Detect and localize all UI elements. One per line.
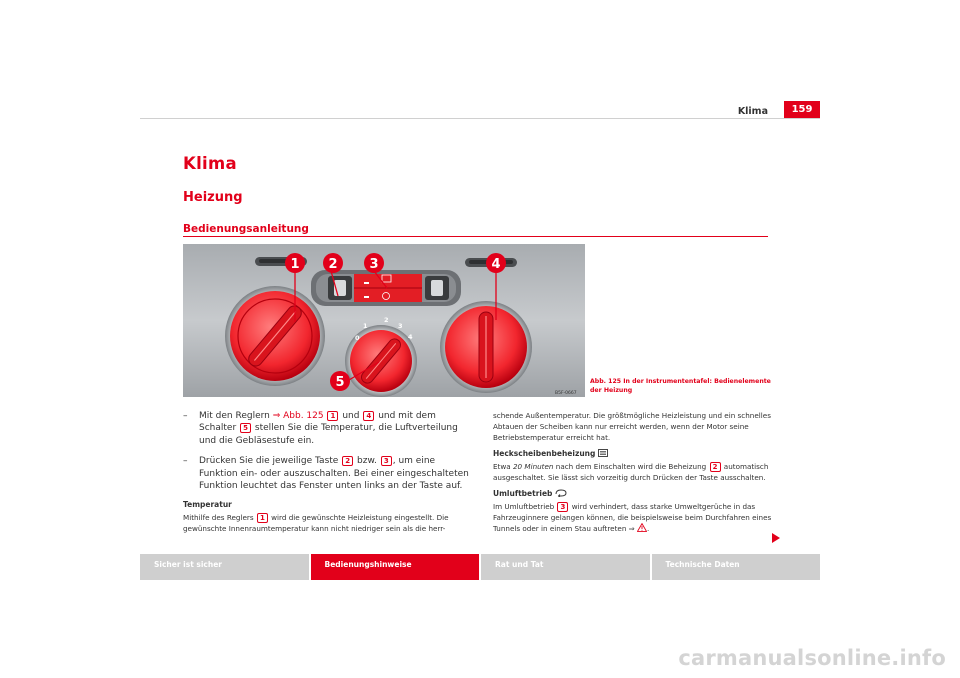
callout-2: 2	[328, 257, 338, 272]
callout-badge: 2	[710, 462, 721, 472]
callout-5: 5	[335, 375, 345, 390]
dash-bullet: –	[183, 411, 188, 421]
temperature-heading: Temperatur	[183, 500, 232, 510]
callout-1: 1	[290, 257, 300, 272]
figure-link[interactable]: ⇒ Abb. 125	[272, 411, 324, 421]
callout-badge: 4	[363, 411, 374, 421]
footer-tab-bar	[140, 554, 820, 580]
heater-panel-illustration	[183, 244, 585, 397]
rear-heating-heading: Heckscheibenbeheizung	[493, 449, 773, 458]
callout-badge: 3	[557, 502, 568, 512]
page-number-badge: 159	[784, 101, 820, 118]
figure-caption: Abb. 125 In der Instrumententafel: Bedienelemente der Heizung	[590, 378, 771, 394]
figure-code: B5F-0667	[555, 391, 577, 396]
recirculation-text: Im Umluftbetrieb 3 wird verhindert, dass starke Umweltgerüche in das Fahrzeuginnere gelangen können, die beispielsweise beim Durchfahren eines Tunnels oder in einem Stau auftreten ⇒ .	[493, 502, 772, 533]
tab-rat-und-tat[interactable]: Rat und Tat	[481, 554, 650, 580]
warning-triangle-icon[interactable]	[637, 523, 647, 532]
left-column	[183, 410, 475, 534]
recirculation-icon	[555, 489, 567, 497]
continue-arrow-icon	[772, 533, 780, 543]
instruction-text: Drücken Sie die jeweilige Taste 2 bzw. 3 , um eine Funktion ein- oder auszuschalten. Bei einer eingeschalteten Funktion leuchtet das Fenster unten links an der Taste auf.	[199, 456, 469, 492]
rear-window-heating-icon	[598, 449, 608, 457]
dial-mark-2: 2	[384, 316, 389, 324]
callout-badge: 3	[381, 456, 392, 466]
chapter-heading: Klima	[183, 154, 237, 173]
subsection-heading: Bedienungsanleitung	[183, 223, 309, 235]
recirculation-heading: Umluftbetrieb	[493, 489, 773, 498]
instruction-item	[183, 455, 475, 492]
tab-sicher-ist-sicher[interactable]: Sicher ist sicher	[140, 554, 309, 580]
temperature-continuation: schende Außentemperatur. Die größtmögliche Heizleistung und ein schnelles Abtauen der Scheiben kann nur erreicht werden, wenn der Motor seine Betriebstemperatur erreicht hat.	[493, 411, 771, 442]
instruction-text: Mit den Reglern ⇒ Abb. 125 1 und 4 und mit dem Schalter 5 stellen Sie die Temperatur, die Luftverteilung und die Gebläsestufe ein.	[199, 411, 458, 446]
subsection-rule	[183, 236, 768, 237]
right-column	[493, 410, 773, 534]
section-heading: Heizung	[183, 190, 243, 205]
temperature-text: Mithilfe des Reglers 1 wird die gewünschte Heizleistung eingestellt. Die gewünschte Innenraumtemperatur kann nicht niedriger sein als die herr-	[183, 513, 449, 534]
tab-bedienungshinweise[interactable]: Bedienungshinweise	[311, 554, 480, 580]
callout-badge: 1	[327, 411, 338, 421]
rear-heating-text: Etwa 20 Minuten nach dem Einschalten wird die Beheizung 2 automatisch ausgeschaltet. Sie lässt sich vorzeitig durch Drücken der Taste ausschalten.	[493, 462, 769, 482]
dial-mark-3: 3	[398, 322, 403, 330]
callout-badge: 5	[240, 423, 251, 433]
watermark: carmanualsonline.info	[678, 646, 946, 670]
callout-3: 3	[369, 257, 379, 272]
header-rule	[140, 118, 820, 119]
dash-bullet: –	[183, 456, 188, 467]
dial-mark-4: 4	[408, 333, 413, 341]
dial-mark-0: 0	[355, 334, 360, 342]
callout-badge: 2	[342, 456, 353, 466]
callout-4: 4	[491, 257, 501, 272]
tab-technische-daten[interactable]: Technische Daten	[652, 554, 821, 580]
instruction-item	[183, 410, 475, 447]
callout-badge: 1	[257, 513, 268, 523]
dial-mark-1: 1	[363, 322, 368, 330]
heater-controls-figure	[183, 244, 585, 397]
running-header-title: Klima	[737, 106, 768, 117]
